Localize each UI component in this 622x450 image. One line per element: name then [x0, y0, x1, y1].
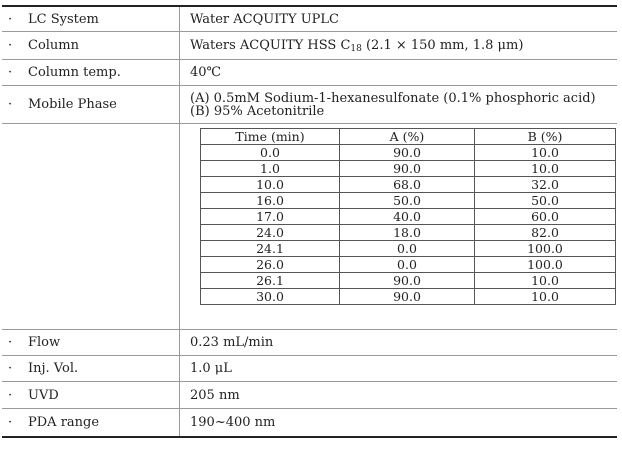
bullet: ·	[8, 415, 13, 430]
label-cell	[2, 382, 180, 408]
b-cell: 100.0	[475, 257, 616, 273]
value-cell	[180, 382, 617, 408]
table-row	[201, 161, 616, 177]
header-a: A (%)	[340, 129, 475, 145]
b-cell: 82.0	[475, 225, 616, 241]
time-cell: 24.0	[201, 225, 340, 241]
row-flow	[2, 330, 617, 356]
value-cell	[180, 124, 617, 329]
b-cell: 60.0	[475, 209, 616, 225]
row-gradient	[2, 124, 617, 330]
b-cell: 10.0	[475, 145, 616, 161]
table-row	[201, 257, 616, 273]
bullet: ·	[8, 361, 13, 376]
b-cell: 10.0	[475, 289, 616, 305]
row-column-temp	[2, 60, 617, 86]
a-cell: 90.0	[340, 161, 475, 177]
value-cell	[180, 7, 617, 31]
time-cell: 17.0	[201, 209, 340, 225]
table-row	[201, 209, 616, 225]
a-cell: 0.0	[340, 257, 475, 273]
table-row	[201, 241, 616, 257]
b-cell: 10.0	[475, 273, 616, 289]
header-b: B (%)	[475, 129, 616, 145]
lc-system-value: Water ACQUITY UPLC	[190, 11, 339, 27]
value-cell	[180, 356, 617, 381]
mobile-phase-b: (B) 95% Acetonitrile	[190, 103, 325, 119]
mobile-phase-a: (A) 0.5mM Sodium-1-hexanesulfonate (0.1% phosphoric acid)	[190, 90, 596, 106]
column-value-main: Waters ACQUITY HSS C	[190, 37, 351, 53]
row-lc-system	[2, 7, 617, 32]
flow-value: 0.23 mL/min	[190, 335, 274, 350]
label-cell	[2, 330, 180, 355]
a-cell: 50.0	[340, 193, 475, 209]
table-row	[201, 193, 616, 209]
label-cell	[2, 32, 180, 59]
b-cell: 10.0	[475, 161, 616, 177]
table-row	[201, 225, 616, 241]
time-cell: 26.0	[201, 257, 340, 273]
column-temp-value: 40℃	[190, 65, 222, 80]
b-cell: 32.0	[475, 177, 616, 193]
label-cell	[2, 60, 180, 85]
label-cell-empty	[2, 124, 180, 329]
row-inj-vol	[2, 356, 617, 382]
table-row	[201, 289, 616, 305]
bullet: ·	[8, 387, 13, 403]
pda-range-label: PDA range	[28, 415, 100, 430]
time-cell: 24.1	[201, 241, 340, 257]
uvd-label: UVD	[28, 387, 59, 403]
bullet: ·	[8, 38, 13, 53]
time-cell: 26.1	[201, 273, 340, 289]
a-cell: 90.0	[340, 273, 475, 289]
a-cell: 18.0	[340, 225, 475, 241]
row-pda-range	[2, 409, 617, 436]
inj-vol-label: Inj. Vol.	[28, 361, 79, 376]
column-label: Column	[28, 38, 80, 53]
value-cell	[180, 409, 617, 436]
column-temp-label: Column temp.	[28, 65, 121, 80]
label-cell	[2, 7, 180, 31]
a-cell: 90.0	[340, 145, 475, 161]
table-row	[201, 177, 616, 193]
a-cell: 68.0	[340, 177, 475, 193]
time-cell: 1.0	[201, 161, 340, 177]
time-cell: 10.0	[201, 177, 340, 193]
row-mobile-phase	[2, 86, 617, 124]
label-cell	[2, 356, 180, 381]
row-column	[2, 32, 617, 60]
time-cell: 0.0	[201, 145, 340, 161]
label-cell	[2, 86, 180, 123]
table-row	[201, 145, 616, 161]
flow-label: Flow	[28, 335, 61, 350]
column-value-dimensions: (2.1 × 150 mm, 1.8 μm)	[361, 37, 524, 53]
a-cell: 0.0	[340, 241, 475, 257]
value-cell	[180, 60, 617, 85]
value-cell	[180, 86, 617, 123]
time-cell: 30.0	[201, 289, 340, 305]
column-value	[190, 38, 523, 54]
mobile-phase-label: Mobile Phase	[28, 97, 117, 112]
table-row	[201, 273, 616, 289]
b-cell: 100.0	[475, 241, 616, 257]
a-cell: 90.0	[340, 289, 475, 305]
bullet: ·	[8, 65, 13, 80]
row-uvd	[2, 382, 617, 409]
bullet: ·	[8, 335, 13, 350]
lc-system-label: LC System	[28, 11, 99, 27]
value-cell	[180, 330, 617, 355]
pda-range-value: 190~400 nm	[190, 415, 276, 430]
bullet: ·	[8, 11, 13, 27]
value-cell	[180, 32, 617, 59]
gradient-table	[200, 128, 616, 305]
uvd-value: 205 nm	[190, 387, 240, 403]
b-cell: 50.0	[475, 193, 616, 209]
bullet: ·	[8, 97, 13, 112]
inj-vol-value: 1.0 μL	[190, 361, 232, 376]
header-time: Time (min)	[201, 129, 340, 145]
conditions-table	[2, 5, 617, 438]
gradient-header-row	[201, 129, 616, 145]
time-cell: 16.0	[201, 193, 340, 209]
a-cell: 40.0	[340, 209, 475, 225]
label-cell	[2, 409, 180, 436]
column-value-subscript: 18	[350, 43, 362, 54]
